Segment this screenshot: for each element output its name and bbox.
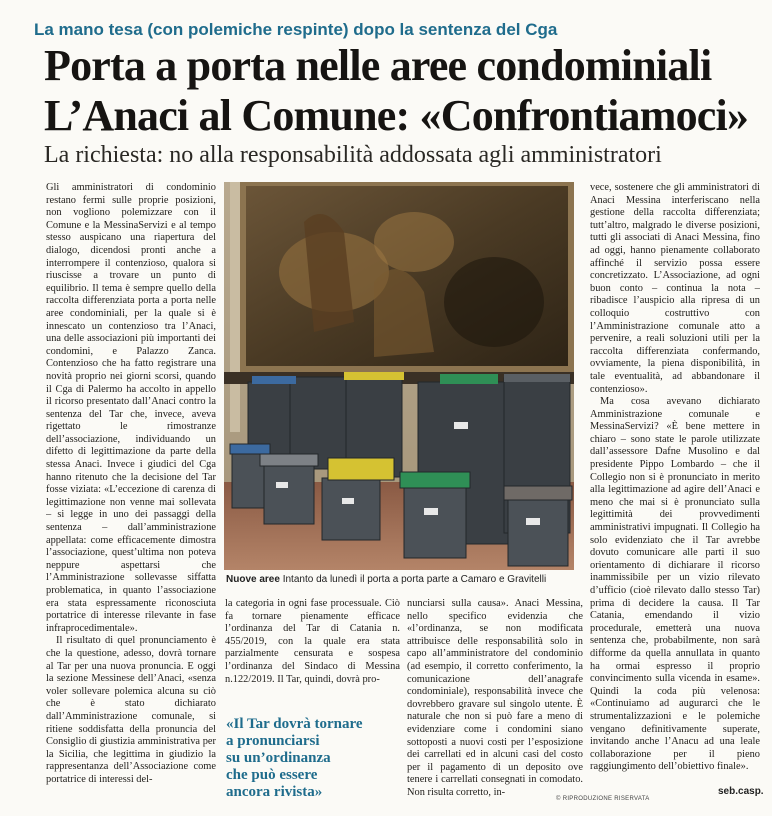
body-paragraph: Ma cosa avevano dichiarato Amministrazione comunale e MessinaServizi? «È bene mettere in chiaro – sono state le parole utilizzate dall’assessore Dafne Musolino e dal presidente Pippo Lombardo – che il Collegio non si è pronunciato in merito alla legittimazione ad agire dell’Anaci e meno che mai si è pronunciato sulla legittimità dei provvedimenti amministrativi impugnati. Il Collegio ha solo evidenziato che il Tar avrebbe dovuto comunicare alle parti il suo orientamento di dichiarare il ricorso inammissibile per un vizio rilevato d’ufficio (cioè rilevato dallo stesso Tar) prima di decidere la causa. Il Tar Catania, emendando il vizio procedurale, emetterà una nuova sentenza che, probabilmente, non sarà difforme da quella annullata in quanto ha ormai espresso il proprio convincimento sulla vicenda in esame». Quindi la coda più velenosa: «Continuiamo ad augurarci che le strumentalizzazioni e le polemiche vengano definitivamente superate, invitando anche l’Anacu ad una leale collaborazione per il pieno raggiungimento dell’obiettivo finale». bbox=[590, 396, 760, 773]
copyright-notice: © RIPRODUZIONE RISERVATA bbox=[556, 796, 650, 802]
author-byline: seb.casp. bbox=[718, 786, 764, 797]
body-paragraph: nunciarsi sulla causa». Anaci Messina, nello specifico evidenzia che «l’ordinanza, se non modificata attribuisce delle responsabilità solo in capo all’amministratore del condominio (ad esempio, il corretto conferimento, la comunicazione dell’anagrafe condominiale), responsabilità invece che dovrebbero gravare sul singolo utente. È naturale che non si può fare a meno di evidenziare come i condomini siano sottoposti a nuovi costi per l’esposizione dei carrellati ed in alcuni casi del costo per il pagamento di un deposito ove tenere i carrellati consegnati in comodato. Non risulta corretto, in- bbox=[407, 598, 583, 798]
body-column-1 bbox=[46, 182, 216, 808]
pull-quote-line: su un’ordinanza bbox=[226, 750, 331, 766]
headline-line-1: Porta a porta nelle aree condominiali bbox=[44, 41, 712, 90]
pull-quote-line: ancora rivista» bbox=[226, 784, 323, 800]
photo-caption-text: Intanto da lunedì il porta a porta parte a Camaro e Gravitelli bbox=[282, 574, 547, 585]
subheadline: La richiesta: no alla responsabilità addossata agli amministratori bbox=[44, 142, 662, 168]
pull-quote-line: «Il Tar dovrà tornare bbox=[226, 716, 363, 732]
headline-line-2: L’Anaci al Comune: «Confrontiamoci» bbox=[44, 91, 749, 140]
pull-quote bbox=[226, 716, 402, 801]
body-column-2 bbox=[225, 598, 400, 711]
body-paragraph: la categoria in ogni fase processuale. Ciò fa tornare pienamente efficace l’ordinanza del Tar di Catania n. 455/2019, con la quale era stata parzialmente censurata e sospesa l’ordinanza del Sindaco di Messina n.122/2019. Il Tar, quindi, dovrà pro- bbox=[225, 598, 400, 685]
body-column-4 bbox=[590, 182, 760, 782]
article-photo bbox=[224, 182, 574, 570]
body-paragraph: Il risultato di quel pronunciamento è che la questione, adesso, dovrà tornare al Tar per una nuova pronuncia. E oggi la sezione Messinese dell’Anaci, «senza voler sollevare polemica alcuna su ciò che è stato dichiarato dall’Amministrazione comunale, si ritiene soddisfatta della pronuncia del Consiglio di giustizia amministrativa per la Sicilia, che legittima in giudizio la rappresentanza dell’Associazione come portatrice di interessi del- bbox=[46, 635, 216, 785]
pull-quote-line: che può essere bbox=[226, 767, 318, 783]
body-paragraph: vece, sostenere che gli amministratori di Anaci Messina interferiscano nella gestione della raccolta differenziata; tutt’altro, malgrado le diverse posizioni, tutti gli associati di Anaci Messina, fino ad oggi, hanno pienamente collaborato affinché il servizio possa essere concretizzato. L’Associazione, ad ogni buon conto – continua la nota – ribadisce l’auspicio alla ripresa di un colloquio costruttivo con l’Amministrazione comunale atto a pervenire, a reali soluzioni utili per la raccolta differenziata confermando, ovviamente, la piena disponibilità, in tale eventualità, ad abbandonare il contenzioso». bbox=[590, 182, 760, 395]
article-kicker: La mano tesa (con polemiche respinte) dopo la sentenza del Cga bbox=[34, 20, 558, 39]
body-column-3 bbox=[407, 598, 583, 808]
body-paragraph: Gli amministratori di condominio restano fermi sulle proprie posizioni, non vogliono polemizzare con il Comune e la MessinaServizi e al tempo stesso auspicano una riapertura del dialogo, dicendosi pronti anche a interrompere il contenzioso, qualora si riuscisse a trovare un punto di equilibrio. Il tema è sempre quello della raccolta differenziata porta a porta nelle aree condominiali, per la quale si è innescato un contenzioso tra l’Anaci, una delle associazioni più importanti dei condomini, e Palazzo Zanca. Contenzioso che ha fatto registrare una novità proprio nei giorni scorsi, quando il Cga di Palermo ha accolto in appello il ricorso presentato dall’Anaci contro la sentenza del Tar che, invece, aveva rigettato le rimostranze dell’associazione, individuando un difetto di legittimazione da parte della stessa Anaci. Invece i giudici del Cga hanno ritenuto che la decisione del Tar fosse viziata: «L’eccezione di carenza di legittimazione non venne mai sollevata – si legge in uno dei passaggi della sentenza – dall’amministrazione appellata: come efficacemente dimostra l’associazione, quest’ultima non poteva neppure aspettarsi che l’Amministrazione sollevasse siffatta problematica, in quanto l’associazione era stata espressamente riconosciuta portatrice di interesse rilevante in fase infraprocedimentale». bbox=[46, 182, 216, 634]
pull-quote-line: a pronunciarsi bbox=[226, 733, 320, 749]
photo-caption-label: Nuove aree bbox=[226, 574, 280, 585]
photo-caption bbox=[226, 574, 578, 585]
